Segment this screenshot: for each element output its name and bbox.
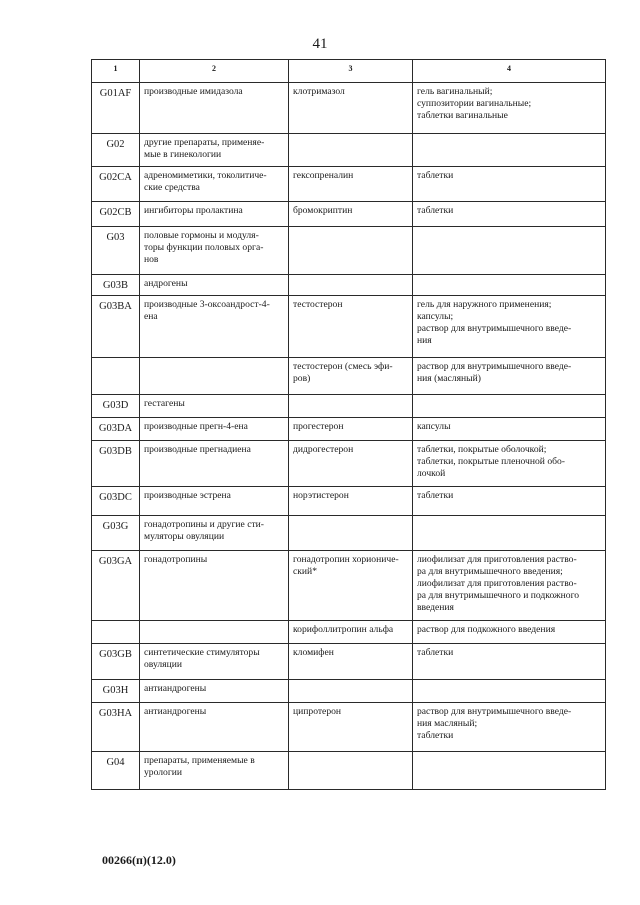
group-cell	[140, 227, 289, 275]
group-cell	[140, 644, 289, 680]
group-text: гонадотропины	[144, 554, 208, 565]
group-cell	[140, 275, 289, 296]
form-cell	[413, 418, 606, 441]
group-text: препараты, применяемые в урологии	[144, 755, 255, 778]
drug-text: кломифен	[293, 647, 334, 658]
group-cell	[140, 395, 289, 418]
drug-text: тестостерон (смесь эфи- ров)	[293, 361, 393, 384]
drug-text: ципротерон	[293, 706, 342, 717]
form-cell	[413, 516, 606, 551]
table-row	[92, 395, 606, 418]
form-cell	[413, 644, 606, 680]
form-cell	[413, 487, 606, 516]
group-cell	[140, 752, 289, 790]
group-cell	[140, 487, 289, 516]
form-cell	[413, 441, 606, 487]
atc-code-cell: G03GA	[92, 551, 140, 621]
atc-code-cell: G01AF	[92, 83, 140, 134]
drug-text: корифоллитропин альфа	[293, 624, 394, 635]
atc-code-cell: G03DC	[92, 487, 140, 516]
drug-text: гонадотропин хориониче- ский*	[293, 554, 399, 577]
form-text: таблетки	[417, 170, 454, 181]
column-header-4: 4	[413, 60, 606, 83]
form-text: таблетки	[417, 490, 454, 501]
table-row	[92, 134, 606, 167]
group-text: антиандрогены	[144, 706, 207, 717]
form-cell	[413, 752, 606, 790]
drug-cell	[289, 418, 413, 441]
table-row	[92, 680, 606, 703]
atc-code-cell: G03D	[92, 395, 140, 418]
group-text: синтетические стимуляторы овуляции	[144, 647, 260, 670]
atc-code-cell	[92, 358, 140, 395]
group-cell	[140, 358, 289, 395]
table-row	[92, 418, 606, 441]
page-number: 41	[312, 36, 328, 52]
group-cell	[140, 680, 289, 703]
drug-table	[91, 59, 606, 790]
group-cell	[140, 296, 289, 358]
group-cell	[140, 83, 289, 134]
drug-cell	[289, 621, 413, 644]
form-cell	[413, 296, 606, 358]
column-header-2: 2	[140, 60, 289, 83]
drug-cell	[289, 167, 413, 202]
group-text: половые гормоны и модуля- торы функции половых орга- нов	[144, 230, 264, 265]
form-cell	[413, 227, 606, 275]
document-id: 00266(п)(12.0)	[102, 853, 176, 867]
group-cell	[140, 621, 289, 644]
form-text: раствор для внутримышечного введе- ния (масляный)	[417, 361, 572, 384]
table-row	[92, 441, 606, 487]
drug-cell	[289, 644, 413, 680]
form-cell	[413, 167, 606, 202]
drug-cell	[289, 516, 413, 551]
form-text: гель для наружного применения; капсулы; раствор для внутримышечного введе- ния	[417, 299, 572, 346]
table-row	[92, 275, 606, 296]
table-row	[92, 516, 606, 551]
drug-text: тестостерон	[293, 299, 343, 310]
drug-cell	[289, 227, 413, 275]
group-cell	[140, 167, 289, 202]
group-text: производные прегнадиена	[144, 444, 251, 455]
form-cell	[413, 275, 606, 296]
atc-code-cell: G03	[92, 227, 140, 275]
drug-cell	[289, 680, 413, 703]
column-header-1: 1	[92, 60, 140, 83]
table-row	[92, 487, 606, 516]
form-text: лиофилизат для приготовления раство- ра для внутримышечного введения; лиофилизат для приготовления раство- ра для внутримышечного и подкожного введения	[417, 554, 580, 613]
atc-code-cell: G03DB	[92, 441, 140, 487]
group-text: производные имидазола	[144, 86, 243, 97]
group-cell	[140, 418, 289, 441]
drug-text: дидрогестерон	[293, 444, 354, 455]
group-cell	[140, 516, 289, 551]
group-text: гонадотропины и другие сти- муляторы овуляции	[144, 519, 264, 542]
table-row	[92, 644, 606, 680]
form-cell	[413, 621, 606, 644]
group-cell	[140, 202, 289, 227]
form-cell	[413, 134, 606, 167]
group-text: производные 3-оксоандрост-4- ена	[144, 299, 270, 322]
form-text: гель вагинальный; суппозитории вагинальные; таблетки вагинальные	[417, 86, 532, 121]
form-cell	[413, 395, 606, 418]
form-text: таблетки, покрытые оболочкой; таблетки, покрытые пленочной обо- лочкой	[417, 444, 565, 479]
form-text: раствор для внутримышечного введе- ния масляный; таблетки	[417, 706, 572, 741]
table-row	[92, 202, 606, 227]
group-cell	[140, 703, 289, 752]
drug-cell	[289, 395, 413, 418]
form-text: раствор для подкожного введения	[417, 624, 556, 635]
group-text: производные прегн-4-ена	[144, 421, 248, 432]
drug-cell	[289, 83, 413, 134]
group-cell	[140, 134, 289, 167]
drug-cell	[289, 752, 413, 790]
table-row	[92, 621, 606, 644]
column-header-3: 3	[289, 60, 413, 83]
drug-cell	[289, 202, 413, 227]
form-cell	[413, 202, 606, 227]
group-cell	[140, 441, 289, 487]
drug-text: прогестерон	[293, 421, 344, 432]
atc-code-cell: G03GB	[92, 644, 140, 680]
atc-code-cell: G04	[92, 752, 140, 790]
table-header-row	[92, 60, 606, 83]
form-cell	[413, 680, 606, 703]
drug-text: гексопреналин	[293, 170, 354, 181]
drug-cell	[289, 296, 413, 358]
group-text: другие препараты, применяе- мые в гинекологии	[144, 137, 265, 160]
drug-text: бромокриптин	[293, 205, 353, 216]
group-cell	[140, 551, 289, 621]
group-text: антиандрогены	[144, 683, 207, 694]
form-text: капсулы	[417, 421, 451, 432]
atc-code-cell: G02CA	[92, 167, 140, 202]
atc-code-cell: G02	[92, 134, 140, 167]
drug-cell	[289, 487, 413, 516]
group-text: адреномиметики, токолитиче- ские средства	[144, 170, 267, 193]
table-row	[92, 358, 606, 395]
atc-code-cell: G03HA	[92, 703, 140, 752]
atc-code-cell	[92, 621, 140, 644]
drug-cell	[289, 551, 413, 621]
drug-cell	[289, 275, 413, 296]
form-cell	[413, 551, 606, 621]
group-text: ингибиторы пролактина	[144, 205, 243, 216]
group-text: гестагены	[144, 398, 185, 409]
drug-text: норэтистерон	[293, 490, 349, 501]
drug-cell	[289, 703, 413, 752]
atc-code-cell: G02CB	[92, 202, 140, 227]
table-row	[92, 752, 606, 790]
atc-code-cell: G03H	[92, 680, 140, 703]
form-cell	[413, 358, 606, 395]
atc-code-cell: G03DA	[92, 418, 140, 441]
form-text: таблетки	[417, 647, 454, 658]
atc-code-cell: G03B	[92, 275, 140, 296]
group-text: андрогены	[144, 278, 188, 289]
table-row	[92, 83, 606, 134]
drug-text: клотримазол	[293, 86, 345, 97]
table-row	[92, 703, 606, 752]
atc-code-cell: G03G	[92, 516, 140, 551]
form-cell	[413, 83, 606, 134]
group-text: производные эстрена	[144, 490, 231, 501]
form-cell	[413, 703, 606, 752]
table-row	[92, 551, 606, 621]
drug-cell	[289, 134, 413, 167]
form-text: таблетки	[417, 205, 454, 216]
table-row	[92, 167, 606, 202]
drug-cell	[289, 358, 413, 395]
drug-cell	[289, 441, 413, 487]
table-row	[92, 227, 606, 275]
table-row	[92, 296, 606, 358]
atc-code-cell: G03BA	[92, 296, 140, 358]
